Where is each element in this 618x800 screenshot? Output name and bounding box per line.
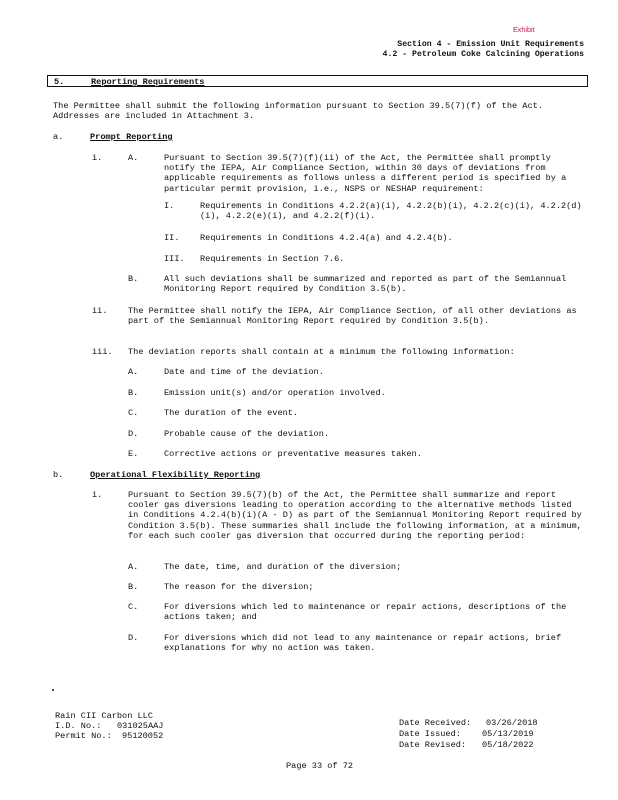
part-a-sub2-text: Requirements in Conditions 4.2.4(a) and 4.2.4(b). — [200, 233, 453, 243]
part-a-item1-label: i. — [92, 153, 103, 163]
part-b-label: b. — [53, 470, 64, 480]
list-item-label: A. — [128, 367, 139, 377]
list-item-text: For diversions which did not lead to any maintenance or repair actions, brief explanations for why no action was taken. — [164, 633, 562, 654]
part-b-title: Operational Flexibility Reporting — [90, 470, 261, 480]
part-b-item1-label: i. — [92, 490, 103, 500]
part-a-item1-b-label: B. — [128, 274, 139, 284]
part-a-title: Prompt Reporting — [90, 132, 173, 142]
footer-issued-value: 05/13/2019 — [482, 729, 534, 739]
part-a-sub1-label: I. — [164, 201, 175, 211]
list-item-text: The date, time, and duration of the diversion; — [164, 562, 402, 572]
part-a-label: a. — [53, 132, 64, 142]
part-a-item1-b-text: All such deviations shall be summarized and reported as part of the Semiannual Monitoring Report required by Condition 3.5(b). — [164, 274, 567, 295]
list-item-label: D. — [128, 429, 139, 439]
list-item-label: C. — [128, 602, 139, 612]
footer-id-value: 031025AAJ — [117, 721, 164, 731]
list-item-text: Corrective actions or preventative measures taken. — [164, 449, 422, 459]
list-item-label: B. — [128, 388, 139, 398]
part-a-sub3-text: Requirements in Section 7.6. — [200, 254, 345, 264]
list-item-label: D. — [128, 633, 139, 643]
section-number: 5. — [54, 77, 65, 87]
scan-speck — [52, 689, 54, 691]
list-item-label: E. — [128, 449, 139, 459]
part-a-item2-label: ii. — [92, 306, 108, 316]
footer-issued-label: Date Issued: — [399, 729, 461, 739]
part-a-sub2-label: II. — [164, 233, 180, 243]
footer-permit-label: Permit No.: — [55, 731, 112, 741]
header-subsection-line: 4.2 - Petroleum Coke Calcining Operations — [382, 50, 584, 59]
part-a-item3-label: iii. — [92, 347, 113, 357]
part-a-item3-text: The deviation reports shall contain at a minimum the following information: — [128, 347, 515, 357]
list-item-text: Probable cause of the deviation. — [164, 429, 330, 439]
part-a-item1-text: Pursuant to Section 39.5(7)(f)(ii) of the Act, the Permittee shall promptly notify the IEPA, Air Compliance Section, within 30 days of deviations from applicable requirements as follows unless a different period is specified by a particular permit provision, i.e., NSPS or NESHAP requirement: — [164, 153, 567, 194]
list-item-text: Date and time of the deviation. — [164, 367, 324, 377]
part-a-item1-sublabel: A. — [128, 153, 139, 163]
part-a-sub3-label: III. — [164, 254, 185, 264]
footer-revised-label: Date Revised: — [399, 740, 467, 750]
footer-company: Rain CII Carbon LLC — [55, 711, 153, 721]
footer-revised-value: 05/18/2022 — [482, 740, 534, 750]
header-section-line: Section 4 - Emission Unit Requirements — [397, 40, 584, 49]
list-item-label: B. — [128, 582, 139, 592]
footer-permit-value: 95120052 — [122, 731, 164, 741]
list-item-text: The duration of the event. — [164, 408, 299, 418]
list-item-text: Emission unit(s) and/or operation involved. — [164, 388, 386, 398]
part-b-item1-text: Pursuant to Section 39.5(7)(b) of the Act, the Permittee shall summarize and report cooler gas diversions leading to operation according to the alternative methods listed in Conditions 4.2.4(b)(i)(A - D) as part of the Semiannual Monitoring Report required by Condition 3.5(b). These summaries shall include the following information, at a minimum, for each such cooler gas diversion that occurred during the reporting period: — [128, 490, 582, 541]
part-a-item2-text: The Permittee shall notify the IEPA, Air Compliance Section, of all other deviations as part of the Semiannual Monitoring Report required by Condition 3.5(b). — [128, 306, 577, 327]
list-item-text: The reason for the diversion; — [164, 582, 314, 592]
exhibit-stamp: Exhibit — [513, 25, 535, 34]
footer-received-value: 03/26/2018 — [486, 718, 538, 728]
footer-received-label: Date Received: — [399, 718, 472, 728]
list-item-label: A. — [128, 562, 139, 572]
section-title: Reporting Requirements — [91, 77, 205, 87]
intro-paragraph: The Permittee shall submit the following information pursuant to Section 39.5(7)(f) of the Act. Addresses are included in Attachment 3. — [53, 101, 543, 122]
page-number: Page 33 of 72 — [286, 761, 354, 771]
list-item-text: For diversions which led to maintenance or repair actions, descriptions of the actions taken; and — [164, 602, 567, 623]
footer-id-label: I.D. No.: — [55, 721, 102, 731]
section-heading-box — [47, 75, 588, 87]
part-a-sub1-text: Requirements in Conditions 4.2.2(a)(i), 4.2.2(b)(i), 4.2.2(c)(i), 4.2.2(d)(i), 4.2.2(e)(i), and 4.2.2(f)(i). — [200, 201, 582, 222]
list-item-label: C. — [128, 408, 139, 418]
